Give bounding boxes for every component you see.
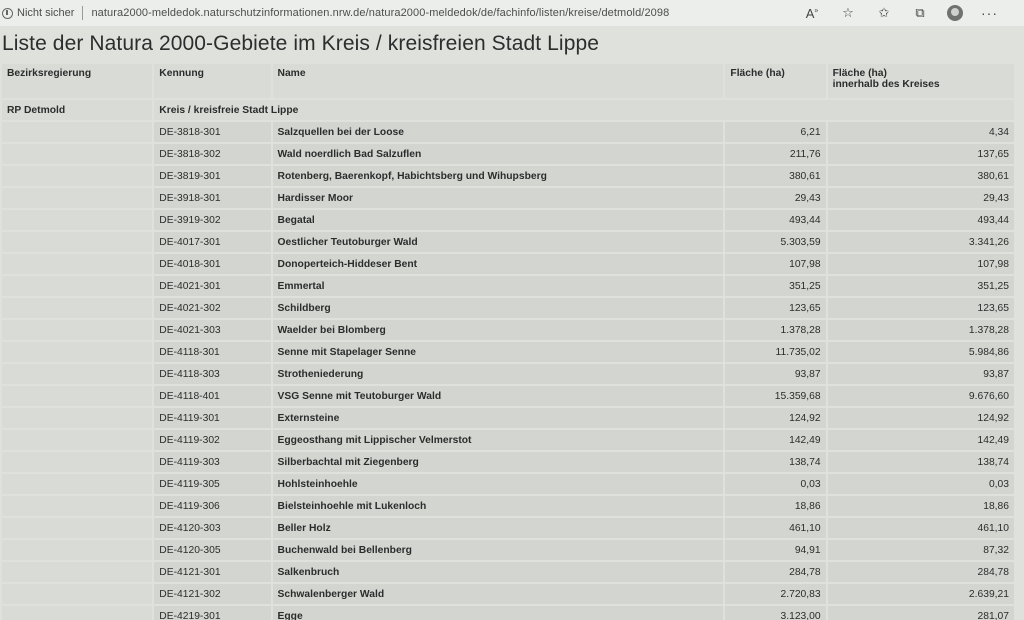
table-row [2, 298, 1014, 318]
table-row [2, 408, 1014, 428]
cell-bezirksregierung [2, 606, 152, 620]
cell-name: Buchenwald bei Bellenberg [273, 540, 724, 560]
table-row [2, 430, 1014, 450]
divider [82, 6, 83, 20]
column-header-kennung: Kennung [154, 64, 270, 98]
cell-flaeche: 142,49 [725, 430, 825, 450]
cell-flaeche-kreis: 461,10 [828, 518, 1014, 538]
cell-flaeche: 93,87 [725, 364, 825, 384]
cell-bezirksregierung [2, 518, 152, 538]
cell-flaeche-kreis: 0,03 [828, 474, 1014, 494]
cell-name: Emmertal [273, 276, 724, 296]
cell-flaeche-kreis: 5.984,86 [828, 342, 1014, 362]
cell-flaeche-kreis: 123,65 [828, 298, 1014, 318]
cell-kennung: DE-4120-303 [154, 518, 270, 538]
table-row [2, 166, 1014, 186]
cell-flaeche-kreis: 107,98 [828, 254, 1014, 274]
cell-flaeche-kreis: 281,07 [828, 606, 1014, 620]
table-row [2, 562, 1014, 582]
column-header-flaeche-kreis [828, 64, 1014, 98]
cell-bezirksregierung [2, 496, 152, 516]
cell-kennung: DE-4119-301 [154, 408, 270, 428]
column-header-name: Name [273, 64, 724, 98]
cell-name: Bielsteinhoehle mit Lukenloch [273, 496, 724, 516]
cell-flaeche-kreis: 138,74 [828, 452, 1014, 472]
cell-kennung: DE-3818-302 [154, 144, 270, 164]
table-row [2, 364, 1014, 384]
natura2000-table [0, 62, 1016, 620]
cell-bezirksregierung [2, 144, 152, 164]
kreis-label: Kreis / kreisfreie Stadt Lippe [154, 100, 1014, 120]
cell-flaeche: 123,65 [725, 298, 825, 318]
cell-bezirksregierung [2, 188, 152, 208]
url-field[interactable]: natura2000-meldedok.naturschutzinformationen.nrw.de/natura2000-meldedok/de/fachinfo/listen/kreise/detmold/2098 [91, 7, 670, 19]
table-row [2, 276, 1014, 296]
cell-name: Hohlsteinhoehle [273, 474, 724, 494]
table-row [2, 320, 1014, 340]
table-row [2, 254, 1014, 274]
cell-flaeche: 380,61 [725, 166, 825, 186]
cell-name: Wald noerdlich Bad Salzuflen [273, 144, 724, 164]
cell-bezirksregierung [2, 408, 152, 428]
region-row [2, 100, 1014, 120]
cell-flaeche: 6,21 [725, 122, 825, 142]
cell-kennung: DE-4120-305 [154, 540, 270, 560]
cell-flaeche: 5.303,59 [725, 232, 825, 252]
cell-bezirksregierung [2, 232, 152, 252]
cell-kennung: DE-4121-301 [154, 562, 270, 582]
cell-flaeche: 138,74 [725, 452, 825, 472]
cell-flaeche: 124,92 [725, 408, 825, 428]
cell-flaeche-kreis: 4,34 [828, 122, 1014, 142]
cell-name: Schwalenberger Wald [273, 584, 724, 604]
cell-flaeche-kreis: 380,61 [828, 166, 1014, 186]
table-row [2, 210, 1014, 230]
security-status[interactable]: Nicht sicher [17, 7, 75, 19]
browser-toolbar [803, 5, 998, 21]
cell-bezirksregierung [2, 386, 152, 406]
cell-flaeche-kreis: 1.378,28 [828, 320, 1014, 340]
cell-flaeche-kreis: 2.639,21 [828, 584, 1014, 604]
cell-flaeche: 2.720,83 [725, 584, 825, 604]
cell-flaeche: 94,91 [725, 540, 825, 560]
cell-name: Externsteine [273, 408, 724, 428]
cell-kennung: DE-3919-302 [154, 210, 270, 230]
cell-bezirksregierung [2, 298, 152, 318]
cell-name: Senne mit Stapelager Senne [273, 342, 724, 362]
cell-kennung: DE-4119-302 [154, 430, 270, 450]
table-row [2, 342, 1014, 362]
table-row [2, 518, 1014, 538]
cell-flaeche: 15.359,68 [725, 386, 825, 406]
cell-name: Schildberg [273, 298, 724, 318]
table-row [2, 122, 1014, 142]
cell-flaeche: 284,78 [725, 562, 825, 582]
cell-kennung: DE-4219-301 [154, 606, 270, 620]
cell-kennung: DE-3918-301 [154, 188, 270, 208]
cell-flaeche: 3.123,00 [725, 606, 825, 620]
cell-kennung: DE-4021-303 [154, 320, 270, 340]
cell-flaeche: 0,03 [725, 474, 825, 494]
table-row [2, 386, 1014, 406]
table-header-row [2, 64, 1014, 98]
cell-name: Strotheniederung [273, 364, 724, 384]
table-row [2, 606, 1014, 620]
cell-kennung: DE-4118-301 [154, 342, 270, 362]
cell-flaeche: 29,43 [725, 188, 825, 208]
profile-icon[interactable] [947, 5, 963, 21]
cell-kennung: DE-4017-301 [154, 232, 270, 252]
cell-kennung: DE-3818-301 [154, 122, 270, 142]
column-header-flaeche-kreis-line2: innerhalb des Kreises [832, 79, 940, 90]
cell-name: Silberbachtal mit Ziegenberg [273, 452, 724, 472]
cell-kennung: DE-4118-303 [154, 364, 270, 384]
cell-flaeche-kreis: 124,92 [828, 408, 1014, 428]
cell-name: Eggeosthang mit Lippischer Velmerstot [273, 430, 724, 450]
cell-bezirksregierung [2, 166, 152, 186]
cell-kennung: DE-4021-302 [154, 298, 270, 318]
cell-flaeche-kreis: 142,49 [828, 430, 1014, 450]
cell-name: Rotenberg, Baerenkopf, Habichtsberg und Wihupsberg [273, 166, 724, 186]
region-label: RP Detmold [2, 100, 152, 120]
table-row [2, 496, 1014, 516]
browser-address-bar [0, 0, 1024, 26]
cell-name: Hardisser Moor [273, 188, 724, 208]
cell-name: Donoperteich-Hiddeser Bent [273, 254, 724, 274]
table-row [2, 452, 1014, 472]
cell-bezirksregierung [2, 122, 152, 142]
column-header-flaeche: Fläche (ha) [725, 64, 825, 98]
cell-bezirksregierung [2, 562, 152, 582]
cell-name: Oestlicher Teutoburger Wald [273, 232, 724, 252]
cell-bezirksregierung [2, 364, 152, 384]
cell-kennung: DE-4018-301 [154, 254, 270, 274]
cell-flaeche-kreis: 351,25 [828, 276, 1014, 296]
cell-flaeche-kreis: 493,44 [828, 210, 1014, 230]
cell-flaeche: 107,98 [725, 254, 825, 274]
cell-bezirksregierung [2, 342, 152, 362]
cell-bezirksregierung [2, 540, 152, 560]
cell-kennung: DE-3819-301 [154, 166, 270, 186]
collections-icon[interactable]: ⧉ [915, 5, 925, 20]
add-favorite-icon[interactable]: ☆ [842, 5, 854, 20]
cell-bezirksregierung [2, 452, 152, 472]
table-row [2, 188, 1014, 208]
cell-kennung: DE-4021-301 [154, 276, 270, 296]
cell-bezirksregierung [2, 254, 152, 274]
table-row [2, 584, 1014, 604]
cell-name: VSG Senne mit Teutoburger Wald [273, 386, 724, 406]
cell-flaeche-kreis: 9.676,60 [828, 386, 1014, 406]
cell-flaeche: 18,86 [725, 496, 825, 516]
cell-bezirksregierung [2, 430, 152, 450]
cell-kennung: DE-4119-306 [154, 496, 270, 516]
cell-flaeche: 351,25 [725, 276, 825, 296]
cell-flaeche-kreis: 18,86 [828, 496, 1014, 516]
column-header-bezirksregierung: Bezirksregierung [2, 64, 152, 98]
cell-kennung: DE-4121-302 [154, 584, 270, 604]
cell-kennung: DE-4118-401 [154, 386, 270, 406]
cell-flaeche-kreis: 284,78 [828, 562, 1014, 582]
cell-name: Begatal [273, 210, 724, 230]
cell-flaeche-kreis: 137,65 [828, 144, 1014, 164]
cell-flaeche-kreis: 3.341,26 [828, 232, 1014, 252]
cell-name: Salkenbruch [273, 562, 724, 582]
cell-flaeche: 493,44 [725, 210, 825, 230]
cell-bezirksregierung [2, 276, 152, 296]
cell-kennung: DE-4119-303 [154, 452, 270, 472]
cell-flaeche-kreis: 93,87 [828, 364, 1014, 384]
cell-name: Salzquellen bei der Loose [273, 122, 724, 142]
cell-name: Egge [273, 606, 724, 620]
cell-flaeche-kreis: 29,43 [828, 188, 1014, 208]
table-row [2, 144, 1014, 164]
cell-flaeche: 1.378,28 [725, 320, 825, 340]
cell-bezirksregierung [2, 474, 152, 494]
cell-name: Beller Holz [273, 518, 724, 538]
favorites-icon[interactable]: ✩ [878, 5, 890, 20]
cell-bezirksregierung [2, 320, 152, 340]
cell-bezirksregierung [2, 584, 152, 604]
table-row [2, 232, 1014, 252]
cell-name: Waelder bei Blomberg [273, 320, 724, 340]
cell-flaeche: 11.735,02 [725, 342, 825, 362]
cell-bezirksregierung [2, 210, 152, 230]
page-title: Liste der Natura 2000-Gebiete im Kreis / kreisfreien Stadt Lippe [2, 32, 600, 55]
table-row [2, 540, 1014, 560]
more-icon[interactable]: ··· [981, 5, 998, 21]
cell-kennung: DE-4119-305 [154, 474, 270, 494]
warning-icon[interactable] [2, 8, 13, 19]
read-aloud-icon[interactable]: A» [805, 5, 819, 21]
cell-flaeche: 461,10 [725, 518, 825, 538]
column-header-flaeche-kreis-line1: Fläche (ha) [832, 68, 887, 79]
table-row [2, 474, 1014, 494]
cell-flaeche: 211,76 [725, 144, 825, 164]
cell-flaeche-kreis: 87,32 [828, 540, 1014, 560]
